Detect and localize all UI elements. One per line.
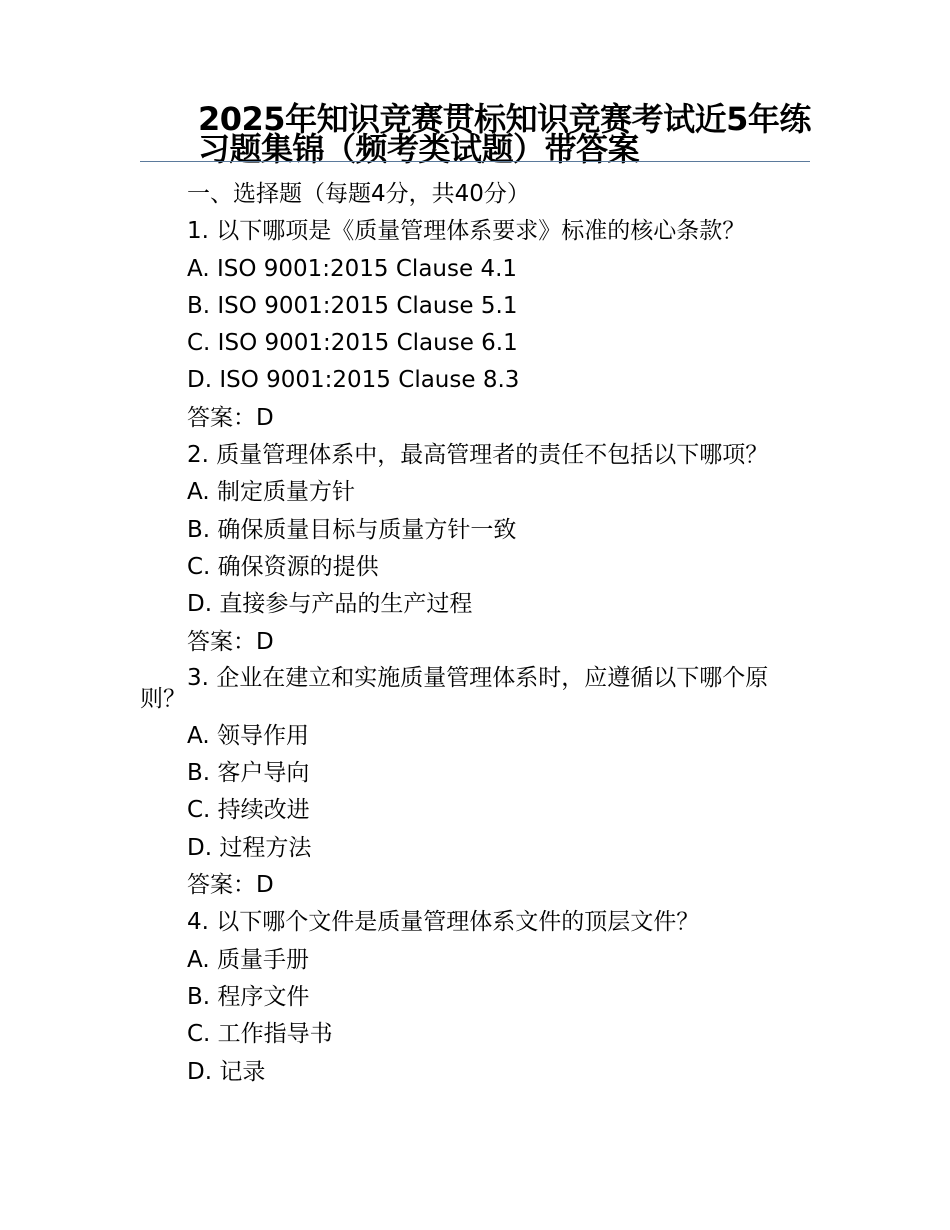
question-3: 3. 企业在建立和实施质量管理体系时，应遵循以下哪个原则？ bbox=[140, 664, 769, 712]
answer-2: 答案：D bbox=[187, 628, 274, 655]
option-1c: C. ISO 9001:2015 Clause 6.1 bbox=[187, 330, 518, 357]
answer-3: 答案：D bbox=[187, 872, 274, 899]
option-3b: B. 客户导向 bbox=[187, 760, 310, 787]
option-3a: A. 领导作用 bbox=[187, 722, 309, 749]
option-3d: D. 过程方法 bbox=[187, 834, 312, 861]
option-4a: A. 质量手册 bbox=[187, 946, 309, 973]
section-heading: 一、选择题（每题4分，共40分） bbox=[187, 181, 530, 207]
option-1b: B. ISO 9001:2015 Clause 5.1 bbox=[187, 292, 518, 319]
document-body bbox=[140, 176, 812, 1091]
question-2: 2. 质量管理体系中，最高管理者的责任不包括以下哪项？ bbox=[187, 442, 769, 469]
question-1: 1. 以下哪项是《质量管理体系要求》标准的核心条款？ bbox=[187, 218, 746, 245]
option-2c: C. 确保资源的提供 bbox=[187, 553, 379, 580]
option-2d: D. 直接参与产品的生产过程 bbox=[187, 591, 473, 618]
option-1d: D. ISO 9001:2015 Clause 8.3 bbox=[187, 367, 520, 394]
document-title: 2025年知识竞赛贯标知识竞赛考试近5年练习题集锦（频考类试题）带答案 bbox=[198, 100, 811, 168]
option-2a: A. 制定质量方针 bbox=[187, 479, 355, 506]
option-4b: B. 程序文件 bbox=[187, 983, 310, 1010]
option-4d: D. 记录 bbox=[187, 1058, 266, 1085]
option-3c: C. 持续改进 bbox=[187, 797, 310, 824]
option-4c: C. 工作指导书 bbox=[187, 1021, 333, 1048]
title-underline bbox=[140, 161, 810, 162]
answer-1: 答案：D bbox=[187, 404, 274, 431]
option-2b: B. 确保质量目标与质量方针一致 bbox=[187, 516, 517, 543]
question-4: 4. 以下哪个文件是质量管理体系文件的顶层文件？ bbox=[187, 909, 700, 936]
option-1a: A. ISO 9001:2015 Clause 4.1 bbox=[187, 255, 518, 282]
